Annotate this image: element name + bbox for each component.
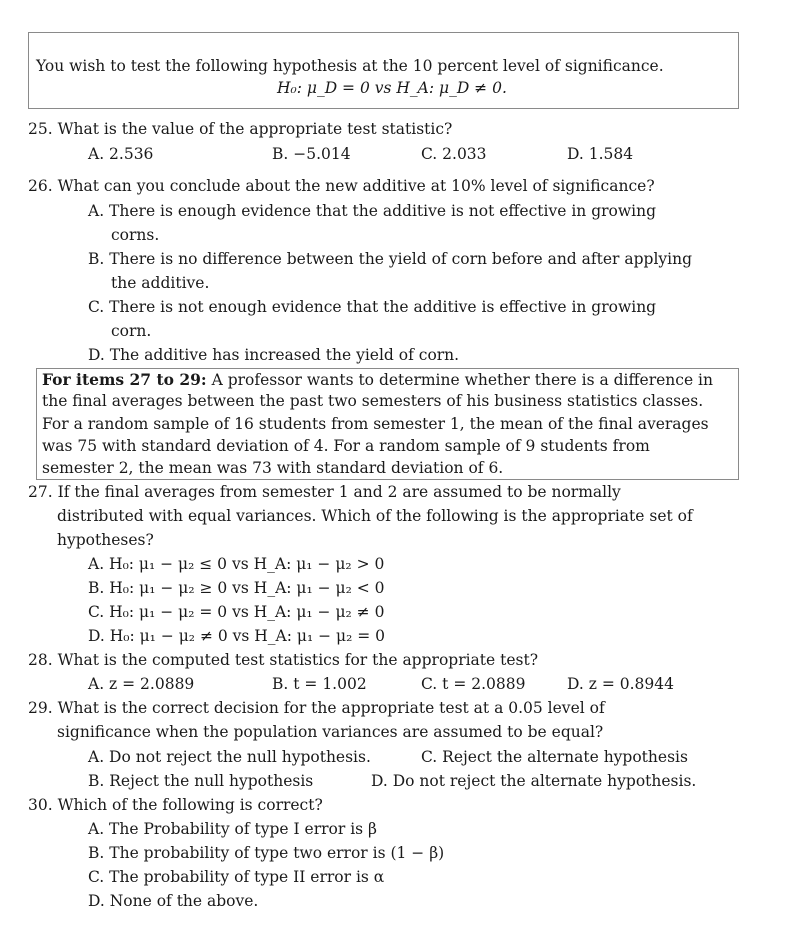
q27-option-b: B. H₀: μ₁ − μ₂ ≥ 0 vs H_A: μ₁ − μ₂ < 0: [88, 579, 385, 597]
q26-option-c-cont: corn.: [111, 322, 152, 340]
q25-option-b: B. −5.014: [272, 145, 351, 163]
q25-question: 25. What is the value of the appropriate test statistic?: [28, 120, 453, 138]
q26-option-c: C. There is not enough evidence that the additive is effective in growing: [88, 298, 657, 316]
items-box-line-4: was 75 with standard deviation of 4. For a random sample of 9 students from: [42, 437, 650, 455]
q28-option-d: D. z = 0.8944: [567, 675, 674, 693]
q25-option-c: C. 2.033: [421, 145, 487, 163]
q30-option-d: D. None of the above.: [88, 892, 259, 910]
q27-option-c: C. H₀: μ₁ − μ₂ = 0 vs H_A: μ₁ − μ₂ ≠ 0: [88, 603, 385, 621]
q26-option-b-cont: the additive.: [111, 274, 210, 292]
q30-option-c: C. The probability of type II error is α: [88, 868, 385, 886]
q25-option-a: A. 2.536: [88, 145, 154, 163]
q27-question-3: hypotheses?: [57, 531, 154, 549]
q27-option-a: A. H₀: μ₁ − μ₂ ≤ 0 vs H_A: μ₁ − μ₂ > 0: [88, 555, 385, 573]
q26-option-a-cont: corns.: [111, 226, 160, 244]
q29-option-b: B. Reject the null hypothesis: [88, 772, 314, 790]
q26-option-d: D. The additive has increased the yield of corn.: [88, 346, 460, 364]
q29-question-1: 29. What is the correct decision for the appropriate test at a 0.05 level of: [28, 699, 605, 717]
q25-option-d: D. 1.584: [567, 145, 634, 163]
items-box-lead: For items 27 to 29:: [42, 370, 207, 389]
q26-option-a: A. There is enough evidence that the additive is not effective in growing: [88, 202, 656, 220]
q30-option-a: A. The Probability of type I error is β: [88, 820, 378, 838]
q28-question: 28. What is the computed test statistics for the appropriate test?: [28, 651, 539, 669]
items-box-text-1: A professor wants to determine whether there is a difference in: [206, 371, 713, 389]
q29-option-c: C. Reject the alternate hypothesis: [421, 748, 688, 766]
q28-option-c: C. t = 2.0889: [421, 675, 526, 693]
q29-question-2: significance when the population variances are assumed to be equal?: [57, 723, 604, 741]
q29-option-d: D. Do not reject the alternate hypothesis.: [371, 772, 697, 790]
items-box-line-5: semester 2, the mean was 73 with standard deviation of 6.: [42, 459, 504, 477]
q26-option-b: B. There is no difference between the yield of corn before and after applying: [88, 250, 693, 268]
items-box-line-2: the final averages between the past two semesters of his business statistics classes.: [42, 392, 704, 410]
q27-question-2: distributed with equal variances. Which of the following is the appropriate set of: [57, 507, 693, 525]
intro-line: You wish to test the following hypothesis at the 10 percent level of significance.: [36, 57, 664, 75]
q26-question: 26. What can you conclude about the new additive at 10% level of significance?: [28, 177, 655, 195]
q28-option-b: B. t = 1.002: [272, 675, 367, 693]
items-box-line-1: [42, 370, 713, 389]
items-box-line-3: For a random sample of 16 students from semester 1, the mean of the final averages: [42, 415, 709, 433]
q30-option-b: B. The probability of type two error is (1 − β): [88, 844, 445, 862]
q29-option-a: A. Do not reject the null hypothesis.: [88, 748, 371, 766]
intro-hypothesis: H₀: μ_D = 0 vs H_A: μ_D ≠ 0.: [277, 79, 507, 97]
q27-question-1: 27. If the final averages from semester 1 and 2 are assumed to be normally: [28, 483, 621, 501]
q30-question: 30. Which of the following is correct?: [28, 796, 323, 814]
q28-option-a: A. z = 2.0889: [88, 675, 195, 693]
q27-option-d: D. H₀: μ₁ − μ₂ ≠ 0 vs H_A: μ₁ − μ₂ = 0: [88, 627, 386, 645]
